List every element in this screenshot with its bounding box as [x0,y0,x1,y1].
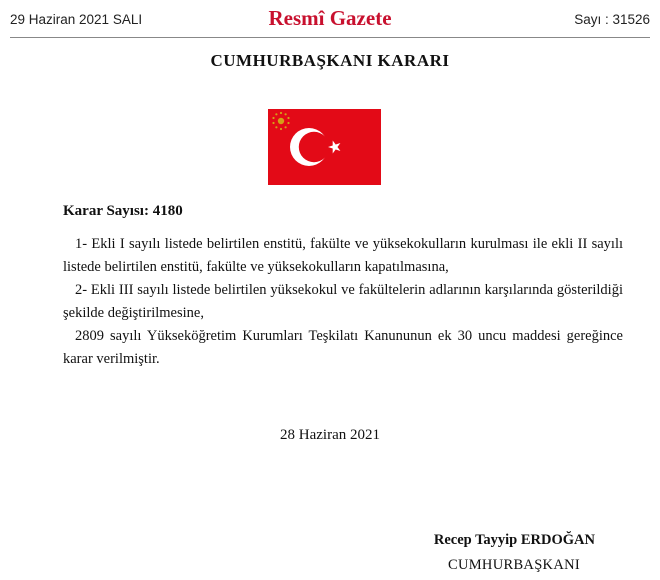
decree-date: 28 Haziran 2021 [280,427,380,443]
header-divider [10,37,650,38]
issue-number: Sayı : 31526 [574,12,650,27]
signer-title: CUMHURBAŞKANI [448,557,580,573]
document-title: CUMHURBAŞKANI KARARI [210,51,450,70]
signer-name: Recep Tayyip ERDOĞAN [433,532,595,548]
paragraph-2: 2- Ekli III sayılı listede belirtilen yüksekokul ve fakültelerin adlarının karşılarında gösterildiği şekilde değiştirilmesine, [63,282,623,321]
publication-name: Resmî Gazete [268,6,392,30]
paragraph-3: 2809 sayılı Yükseköğretim Kurumları Teşkilatı Kanununun ek 30 uncu maddesi gereğince karar verilmiştir. [63,328,623,367]
header-date: 29 Haziran 2021 SALI [10,12,143,27]
paragraph-1: 1- Ekli I sayılı listede belirtilen enstitü, fakülte ve yüksekokulların kurulması ile ekli II sayılı listede belirtilen enstitü, fakülte ve yüksekokulların kapatılmasına, [63,236,623,275]
presidential-seal-icon [270,110,292,132]
gazette-header [10,6,650,36]
decree-body [63,233,623,371]
decree-number: Karar Sayısı: 4180 [63,203,183,219]
